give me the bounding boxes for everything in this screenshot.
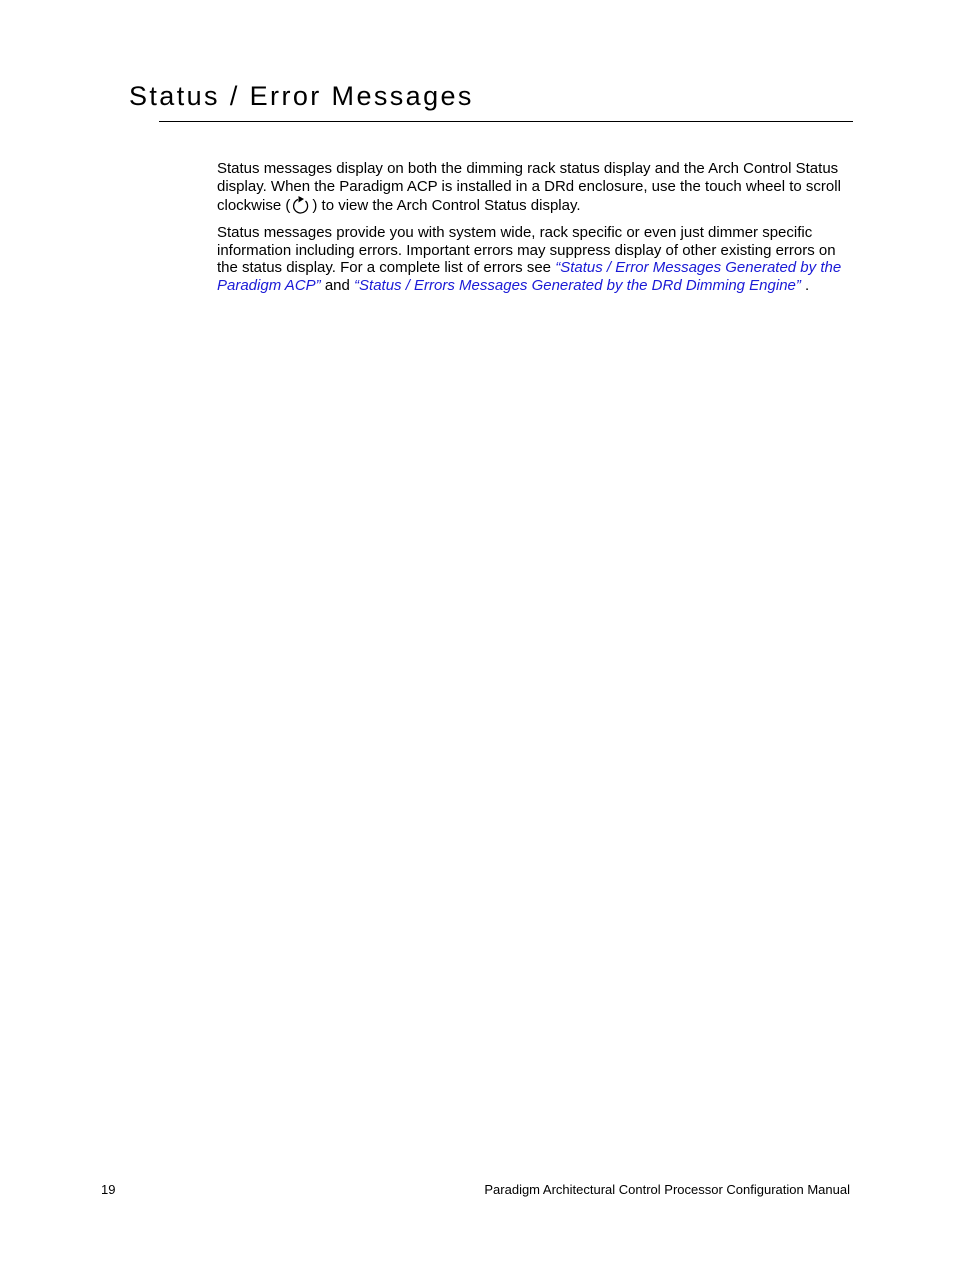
paragraph-status-display — [217, 160, 857, 215]
xref-link-drd-errors[interactable]: “Status / Errors Messages Generated by the DRd Dimming Engine” — [354, 276, 801, 294]
clockwise-arrow-icon — [290, 195, 312, 215]
paragraph-text: and — [320, 276, 355, 294]
paragraph-text: Status messages display on both the dimming rack status display and the Arch Control Status display. When the Paradigm ACP is installed in a DRd enclosure, use the touch wheel to scroll clockwise ( — [217, 160, 841, 215]
body-text — [217, 160, 857, 304]
manual-title: Paradigm Architectural Control Processor Configuration Manual — [484, 1182, 850, 1197]
title-rule — [159, 121, 853, 122]
page-title: Status / Error Messages — [129, 81, 474, 111]
paragraph-text: Status messages provide you with system wide, rack specific or even just dimmer specific information including errors. Important errors may suppress display of other existing errors on the status display. For a complete list of errors see — [217, 224, 836, 277]
page-number: 19 — [101, 1182, 116, 1197]
paragraph-status-messages — [217, 224, 857, 294]
xref-link-acp-errors[interactable]: “Status / Error Messages Generated by the Paradigm ACP” — [217, 259, 842, 294]
paragraph-text: ) to view the Arch Control Status display. — [312, 197, 581, 215]
paragraph-text: . — [800, 276, 810, 294]
